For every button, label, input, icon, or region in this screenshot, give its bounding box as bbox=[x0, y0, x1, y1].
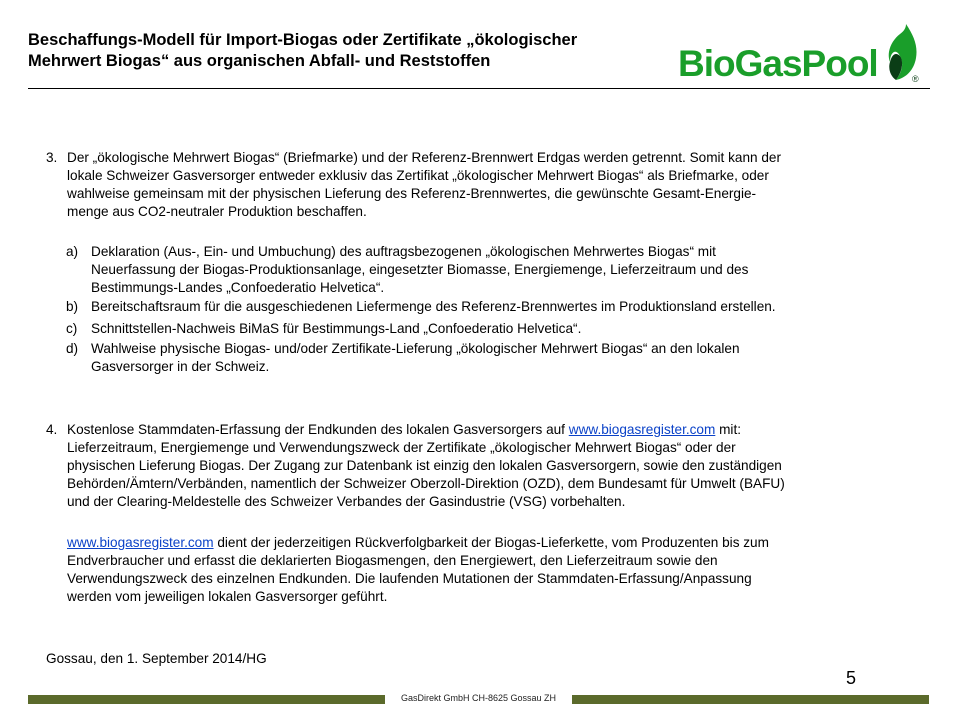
item-a-line: Bestimmungs-Landes „Confoederatio Helvetica“. bbox=[91, 280, 385, 295]
biogasregister-link[interactable]: www.biogasregister.com bbox=[568, 422, 716, 437]
logo-wordmark bbox=[678, 44, 878, 84]
section-3-line: menge aus CO2-neutraler Produktion beschaffen. bbox=[67, 204, 367, 219]
section-3-line: Der „ökologische Mehrwert Biogas“ (Briefmarke) und der Referenz-Brennwert Erdgas werden getrennt. Somit kann der bbox=[67, 150, 781, 165]
item-a-line: Deklaration (Aus-, Ein- und Umbuchung) des auftragsbezogenen „ökologischen Mehrwertes Biogas“ mit bbox=[91, 244, 716, 259]
item-d-label: d) bbox=[66, 341, 79, 356]
section-4-para2-line: Verwendungszweck des einzelnen Endkunden. Die laufenden Mutationen der Stammdaten-Erfassung/Anpassung bbox=[67, 571, 752, 586]
title-line-1: Beschaffungs-Modell für Import-Biogas oder Zertifikate „ökologischer bbox=[28, 31, 578, 49]
section-4-line: und der Clearing-Meldestelle des Schweizer Verbandes der Gasindustrie (VSG) vorbehalten. bbox=[67, 494, 626, 509]
section-4-first-line bbox=[67, 421, 741, 439]
flame-leaf-icon bbox=[886, 22, 920, 84]
item-a-line: Neuerfassung der Biogas-Produktionsanlage, eingesetzter Biomasse, Energiemenge, Lieferzeitraum und des bbox=[91, 262, 749, 277]
section-3-number: 3. bbox=[46, 150, 58, 165]
item-d-line: Wahlweise physische Biogas- und/oder Zertifikate-Lieferung „ökologischer Mehrwert Biogas“ an den lokalen bbox=[91, 341, 740, 356]
section-4-line: Behörden/Ämtern/Verbänden, namentlich der Schweizer Oberzoll-Direktion (OZD), dem Bundesamt für Umwelt (BAFU) bbox=[67, 476, 785, 491]
section-4-line: physischen Lieferung Biogas. Der Zugang zur Datenbank ist einzig den lokalen Gasversorgern, sowie den zuständigen bbox=[67, 458, 782, 473]
section-3-line: wahlweise gemeinsam mit der physischen Lieferung des Referenz-Brennwertes, die gewünschte Gesamt-Energie- bbox=[67, 186, 757, 201]
section-4-para2-line: Endverbraucher und erfasst die deklarierten Biogasmengen, den Energiewert, den Lieferzeitraum sowie den bbox=[67, 553, 718, 568]
item-a-label: a) bbox=[66, 244, 79, 259]
biogaspool-logo bbox=[676, 22, 921, 86]
item-c-label: c) bbox=[66, 321, 78, 336]
item-b-label: b) bbox=[66, 299, 79, 314]
item-b-line: Bereitschaftsraum für die ausgeschiedenen Liefermenge des Referenz-Brennwertes im Produktionsland erstellen. bbox=[91, 299, 776, 314]
header-divider bbox=[28, 88, 930, 89]
footer-company: GasDirekt GmbH CH-8625 Gossau ZH bbox=[400, 693, 557, 703]
section-4-text: Kostenlose Stammdaten-Erfassung der Endkunden des lokalen Gasversorgers auf bbox=[67, 422, 569, 437]
item-c-line: Schnittstellen-Nachweis BiMaS für Bestimmungs-Land „Confoederatio Helvetica“. bbox=[91, 321, 582, 336]
page-title bbox=[28, 30, 668, 72]
title-line-2: Mehrwert Biogas“ aus organischen Abfall- und Reststoffen bbox=[28, 52, 491, 70]
section-4-text: mit: bbox=[715, 422, 742, 437]
section-4-para2-text: dient der jederzeitigen Rückverfolgbarkeit der Biogas-Lieferkette, vom Produzenten bis zum bbox=[213, 535, 769, 550]
item-d-line: Gasversorger in der Schweiz. bbox=[91, 359, 270, 374]
logo-part-gaspool: GasPool bbox=[734, 43, 878, 84]
section-4-line: Lieferzeitraum, Energiemenge und Verwendungszweck der Zertifikate „ökologischer Mehrwert Biogas“ oder der bbox=[67, 440, 736, 455]
footer-bar-right bbox=[572, 695, 929, 704]
footer-bar-left bbox=[28, 695, 385, 704]
section-4-para2-first-line bbox=[67, 534, 769, 552]
signature-line: Gossau, den 1. September 2014/HG bbox=[46, 651, 267, 666]
section-3-line: lokale Schweizer Gasversorger entweder exklusiv das Zertifikat „ökologischer Mehrwert Biogas“ als Briefmarke, oder bbox=[67, 168, 769, 183]
section-4-number: 4. bbox=[46, 422, 58, 437]
section-4-para2-line: werden vom jeweiligen lokalen Gasversorger geführt. bbox=[67, 589, 388, 604]
registered-mark: ® bbox=[912, 74, 919, 84]
logo-part-bio: Bio bbox=[678, 43, 735, 84]
page-number: 5 bbox=[846, 668, 857, 688]
biogasregister-link-2[interactable]: www.biogasregister.com bbox=[67, 535, 214, 550]
